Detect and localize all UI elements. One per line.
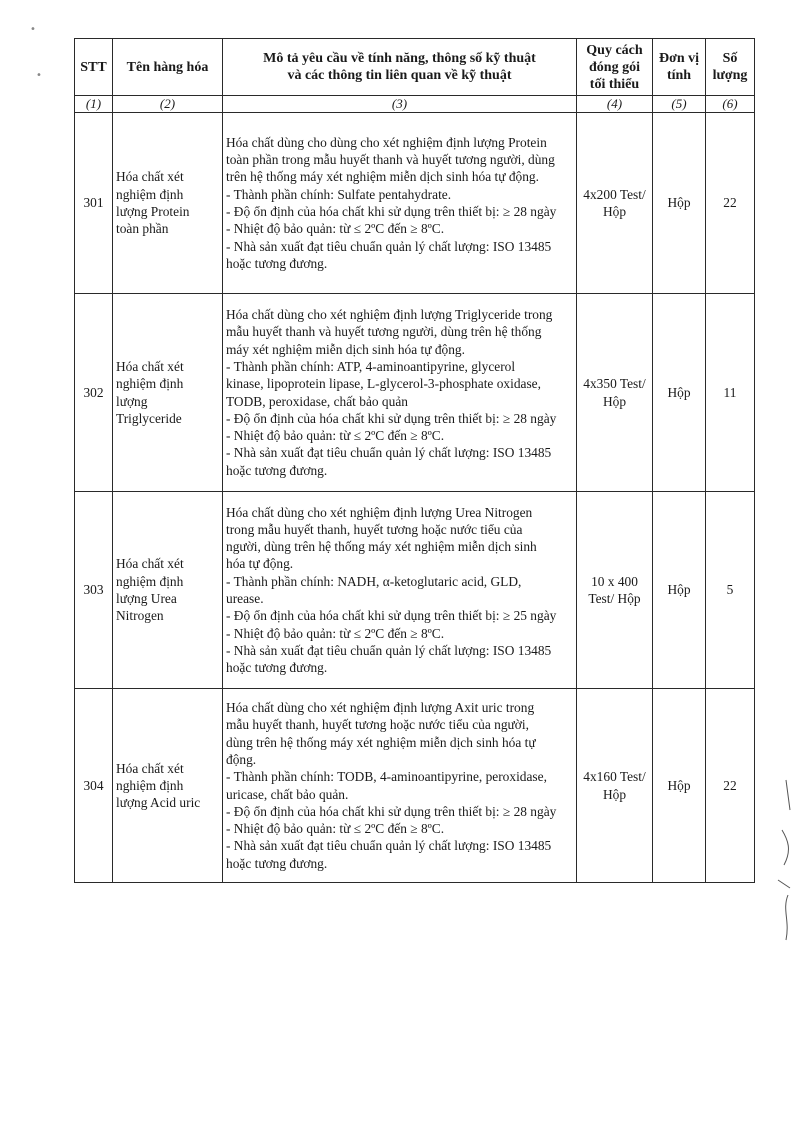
row-stt: 304 [75, 689, 113, 883]
item-name-line: Triglyceride [116, 410, 182, 426]
scan-dot: • [36, 70, 42, 81]
description-line: - Thành phần chính: ATP, 4-aminoantipyrine, glycerol [226, 358, 516, 374]
row-description [223, 689, 577, 883]
row-description [223, 294, 577, 492]
description-line: mẫu huyết thanh và huyết tương người, dùng trên hệ thống [226, 324, 542, 340]
header-unit [653, 39, 706, 96]
row-stt: 302 [75, 294, 113, 492]
row-quantity: 11 [706, 294, 755, 492]
item-name-line: Hóa chất xét [116, 169, 184, 185]
description-line: máy xét nghiệm miễn dịch sinh hóa tự động. [226, 341, 465, 357]
row-quantity: 5 [706, 492, 755, 689]
description-line: Hóa chất dùng cho xét nghiệm định lượng Urea Nitrogen [226, 504, 533, 520]
description-line: kinase, lipoprotein lipase, L-glycerol-3-phosphate oxidase, [226, 376, 541, 392]
description-line: TODB, peroxidase, chất bảo quản [226, 393, 408, 409]
description-line: toàn phần trong mẫu huyết thanh và huyết tương người, dùng [226, 152, 555, 168]
item-name-line: nghiệm định [116, 573, 184, 589]
header-name: Tên hàng hóa [113, 39, 223, 96]
header-packaging-line: đóng gói [589, 59, 640, 75]
item-name-line: nghiệm định [116, 777, 184, 793]
signature-stamp-fragment [764, 770, 794, 950]
description-line: - Độ ổn định của hóa chất khi sử dụng trên thiết bị: ≥ 28 ngày [226, 410, 557, 426]
header-description-line: Mô tả yêu cầu về tính năng, thông số kỹ thuật [263, 51, 536, 66]
description-line: - Độ ổn định của hóa chất khi sử dụng trên thiết bị: ≥ 25 ngày [226, 608, 557, 624]
table-row [75, 294, 755, 492]
row-quantity: 22 [706, 689, 755, 883]
item-name-line: lượng Protein [116, 204, 190, 219]
description-line: - Thành phần chính: TODB, 4-aminoantipyrine, peroxidase, [226, 769, 547, 785]
header-quantity [706, 39, 755, 96]
header-unit-line: Đơn vị [658, 51, 700, 66]
description-line: - Nhà sản xuất đạt tiêu chuẩn quản lý chất lượng: ISO 13485 [226, 838, 552, 854]
row-unit: Hộp [653, 492, 706, 689]
description-line: hóa tự động. [226, 556, 294, 572]
header-packaging-line: Quy cách [586, 42, 643, 58]
row-packaging [577, 113, 653, 294]
description-line: mẫu huyết thanh, huyết tương hoặc nước tiểu của người, [226, 717, 529, 733]
description-line: dùng trên hệ thống máy xét nghiệm miễn dịch sinh hóa tự [226, 734, 536, 750]
table-row [75, 689, 755, 883]
row-item-name [113, 492, 223, 689]
description-line: hoặc tương đương. [226, 462, 328, 478]
row-item-name [113, 113, 223, 294]
description-line: - Nhà sản xuất đạt tiêu chuẩn quản lý chất lượng: ISO 13485 [226, 642, 552, 658]
procurement-table [74, 38, 755, 883]
description-line: - Thành phần chính: Sulfate pentahydrate. [226, 186, 452, 202]
description-line: - Độ ổn định của hóa chất khi sử dụng trên thiết bị: ≥ 28 ngày [226, 204, 557, 219]
row-quantity: 22 [706, 113, 755, 294]
item-name-line: lượng [116, 393, 148, 409]
packaging-line: 4x160 Test/ [583, 769, 646, 785]
row-stt: 303 [75, 492, 113, 689]
header-row [75, 39, 755, 96]
description-line: người, dùng trên hệ thống máy xét nghiệm miễn dịch sinh [226, 539, 537, 555]
row-stt: 301 [75, 113, 113, 294]
description-line: hoặc tương đương. [226, 855, 328, 871]
item-name-line: Hóa chất xét [116, 760, 184, 776]
description-line: trên hệ thống máy xét nghiệm miễn dịch sinh hóa tự động. [226, 169, 539, 185]
scan-dot: • [30, 24, 36, 35]
row-packaging [577, 492, 653, 689]
packaging-line: 10 x 400 [591, 573, 638, 589]
column-number-row [75, 96, 755, 113]
item-name-line: Hóa chất xét [116, 556, 184, 572]
item-name-line: toàn phần [116, 221, 169, 237]
packaging-line: Hộp [602, 393, 627, 409]
description-line: - Thành phần chính: NADH, α-ketoglutaric acid, GLD, [226, 573, 522, 589]
row-description [223, 113, 577, 294]
description-line: hoặc tương đương. [226, 255, 328, 271]
description-line: trong mẫu huyết thanh, huyết tương hoặc nước tiểu của [226, 521, 523, 537]
row-item-name [113, 689, 223, 883]
packaging-line: 4x350 Test/ [583, 376, 646, 392]
header-quantity-line: lượng [712, 68, 748, 83]
packaging-line: 4x200 Test/ [583, 186, 646, 202]
description-line: Hóa chất dùng cho dùng cho xét nghiệm định lượng Protein [226, 134, 547, 150]
header-unit-line: tính [666, 68, 692, 83]
row-item-name [113, 294, 223, 492]
table-row [75, 113, 755, 294]
item-name-line: nghiệm định [116, 186, 184, 202]
item-name-line: lượng Urea [116, 591, 177, 606]
packaging-line: Hộp [602, 204, 627, 219]
header-packaging [577, 39, 653, 96]
row-unit: Hộp [653, 113, 706, 294]
description-line: Hóa chất dùng cho xét nghiệm định lượng Axit uric trong [226, 700, 535, 716]
description-line: - Độ ổn định của hóa chất khi sử dụng trên thiết bị: ≥ 28 ngày [226, 803, 557, 819]
description-line: động. [226, 751, 257, 767]
description-line: - Nhiệt độ bảo quản: từ ≤ 2ºC đến ≥ 8ºC. [226, 821, 445, 837]
item-name-line: nghiệm định [116, 376, 184, 392]
header-quantity-line: Số [722, 51, 738, 66]
row-packaging [577, 689, 653, 883]
row-description [223, 492, 577, 689]
description-line: urease. [226, 591, 264, 606]
description-line: - Nhiệt độ bảo quản: từ ≤ 2ºC đến ≥ 8ºC. [226, 625, 445, 641]
description-line: - Nhà sản xuất đạt tiêu chuẩn quản lý chất lượng: ISO 13485 [226, 238, 552, 254]
description-line: hoặc tương đương. [226, 660, 328, 676]
description-line: Hóa chất dùng cho xét nghiệm định lượng Triglyceride trong [226, 307, 553, 323]
row-unit: Hộp [653, 294, 706, 492]
column-number: (4) [577, 96, 653, 113]
row-packaging [577, 294, 653, 492]
item-name-line: Hóa chất xét [116, 358, 184, 374]
column-number: (1) [75, 96, 113, 113]
description-line: - Nhiệt độ bảo quản: từ ≤ 2ºC đến ≥ 8ºC. [226, 428, 445, 444]
column-number: (2) [113, 96, 223, 113]
item-name-line: lượng Acid uric [116, 795, 201, 811]
column-number: (5) [653, 96, 706, 113]
column-number: (3) [223, 96, 577, 113]
packaging-line: Hộp [602, 786, 627, 802]
header-description-line: và các thông tin liên quan về kỹ thuật [287, 68, 512, 83]
item-name-line: Nitrogen [116, 608, 164, 624]
table-row [75, 492, 755, 689]
header-packaging-line: tối thiểu [589, 76, 640, 92]
packaging-line: Test/ Hộp [588, 591, 641, 606]
column-number: (6) [706, 96, 755, 113]
description-line: uricase, chất bảo quản. [226, 786, 349, 802]
row-unit: Hộp [653, 689, 706, 883]
header-stt: STT [75, 39, 113, 96]
description-line: - Nhà sản xuất đạt tiêu chuẩn quản lý chất lượng: ISO 13485 [226, 445, 552, 461]
header-description [223, 39, 577, 96]
description-line: - Nhiệt độ bảo quản: từ ≤ 2ºC đến ≥ 8ºC. [226, 221, 445, 237]
